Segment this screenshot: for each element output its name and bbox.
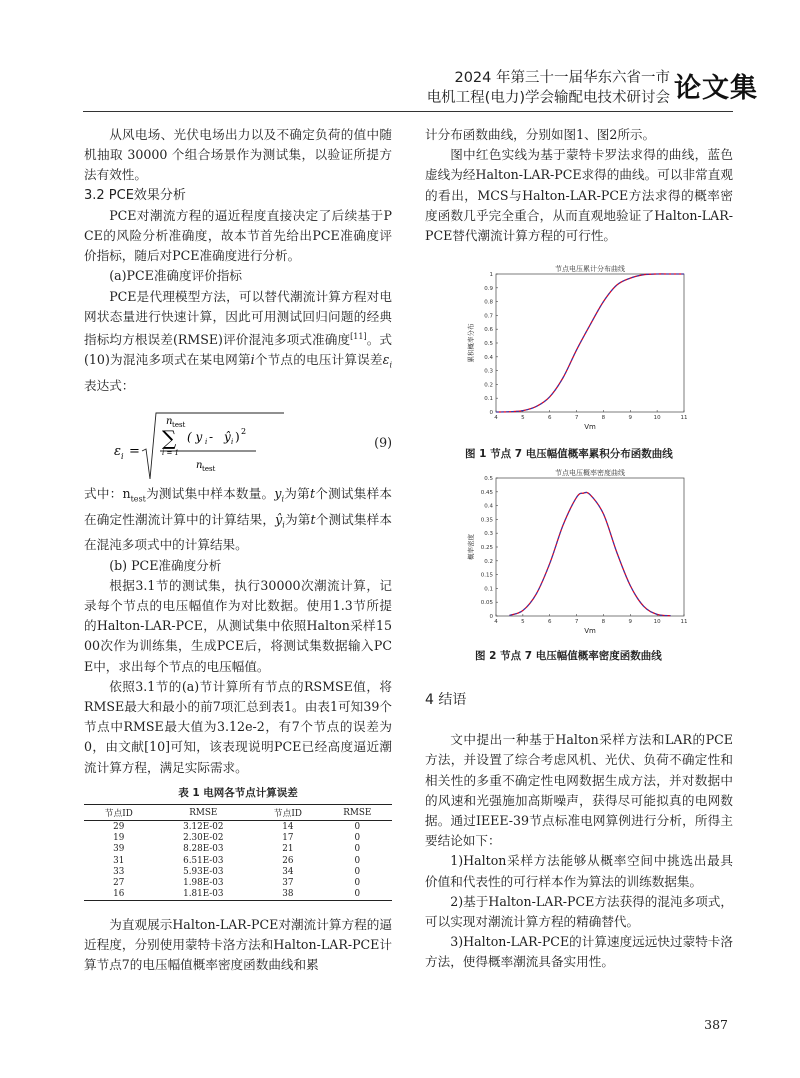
eq-denominator-sub: test — [202, 465, 216, 473]
paragraph: 图中红色实线为基于蒙特卡罗法求得的曲线，蓝色虚线为经Halton-LAR-PCE求得的曲线。可以非常直观的看出，MCS与Halton-LAR-PCE方法求得的概率密度函数几乎完全重合，从而直观地验证了Halton-LAR-PCE替代潮流计算方程的可行性。 — [425, 147, 733, 244]
x-tick-label: 6 — [547, 415, 552, 421]
eq-sum-upper-sub: test — [172, 421, 186, 429]
equation-svg — [84, 407, 324, 482]
table-cell: 0 — [354, 821, 361, 832]
eq-sum-lower: i = 1 — [162, 449, 180, 457]
y-tick-label: 0.3 — [484, 531, 493, 538]
x-tick-label: 4 — [494, 415, 498, 421]
y-tick-label: 0.35 — [480, 517, 493, 524]
header-conference-line2: 电机工程(电力)学会输配电技术研讨会 — [426, 90, 670, 106]
table-cell: 14 — [282, 821, 294, 832]
table-cell: 0 — [354, 866, 361, 877]
y-tick-label: 0.2 — [484, 382, 493, 389]
header-proceedings-title: 论文集 — [674, 73, 758, 104]
eq-square: 2 — [241, 427, 247, 436]
x-axis-label: Vm — [584, 627, 596, 635]
figure-1-caption: 图 1 节点 7 电压幅值概率累积分布函数曲线 — [465, 448, 673, 460]
table-cell: 1.81E-03 — [153, 889, 253, 901]
table-cell: 0 — [323, 889, 392, 901]
table-header-cell: RMSE — [323, 805, 392, 821]
x-tick-label: 10 — [653, 415, 661, 421]
table-cell: 38 — [253, 889, 322, 901]
table-cell: 0 — [354, 844, 361, 855]
y-tick-label: 0.1 — [484, 586, 493, 593]
y-tick-label: 0.4 — [484, 503, 493, 510]
figure-2-caption: 图 2 节点 7 电压幅值概率密度函数曲线 — [475, 650, 662, 662]
left-column — [84, 125, 392, 396]
paragraph-rmse: PCE是代理模型方法，可以替代潮流计算方程对电网状态量进行快速计算，因此可用测试回归问题的经典指标均方根误差(RMSE)评价混沌多项式准确度[11]。式(10)为混沌多项式在某电网第i个节点的电压计算误差$\varepsilon_i$表达式： — [84, 288, 393, 394]
paragraph: 计分布函数曲线，分别如图1、图2所示。 — [425, 127, 656, 142]
eq-yi-sub: i — [205, 438, 208, 446]
table-cell: 33 — [113, 866, 125, 877]
y-tick-label: 1 — [489, 272, 493, 278]
paragraph: 依照3.1节的(a)节计算所有节点的RSMSE值，将RMSE最大和最小的前7项汇总到表1。由表1可知39个节点中RMSE最大值为3.12e-2，有7个节点的误差为0，由文献[10]可知，该表现说明PCE已经高度逼近潮流计算方程，满足实际需求。 — [84, 678, 392, 775]
table-cell: 3.12E-02 — [183, 821, 224, 832]
right-column — [425, 125, 733, 246]
y-tick-label: 0.25 — [480, 545, 493, 551]
eq-lhs-sub: i — [121, 452, 124, 461]
paragraph: PCE对潮流方程的逼近程度直接决定了后续基于PCE的风险分析准确度，故本节首先给出PCE准确度评价指标，随后对PCE准确度进行分析。 — [84, 207, 392, 264]
y-tick-label: 0.9 — [484, 285, 493, 292]
y-tick-label: 0.6 — [484, 327, 493, 334]
table-cell: 0 — [354, 855, 361, 866]
conclusion-item: 2)基于Halton-LAR-PCE方法获得的混沌多项式，可以实现对潮流计算方程的精确替代。 — [425, 893, 733, 930]
table-cell: 19 — [113, 832, 125, 843]
table-cell: 37 — [282, 878, 294, 889]
y-tick-label: 0 — [489, 614, 493, 620]
subsection-heading-b: (b) PCE准确度分析 — [109, 557, 222, 573]
paragraph: 从风电场、光伏电场出力以及不确定负荷的值中随机抽取 30000 个组合场景作为测试集，以验证所提方法有效性。 — [84, 127, 392, 183]
paragraph: 为直观展示Halton-LAR-PCE对潮流计算方程的逼近程度，分别使用蒙特卡洛方法和Halton-LAR-PCE计算节点7的电压幅值概率密度函数曲线和累 — [84, 917, 392, 973]
eq-sum-sign: ∑ — [162, 426, 177, 450]
table-cell: 16 — [84, 889, 153, 901]
eq-denominator: n — [196, 460, 203, 471]
table-row — [84, 821, 392, 833]
eq-minus: - — [209, 430, 214, 444]
y-tick-label: 0.3 — [484, 368, 493, 375]
table-cell: 17 — [282, 832, 294, 843]
table-cell: 6.51E-03 — [183, 855, 224, 866]
right-column-conclusion — [425, 690, 733, 973]
paragraph: 文中提出一种基于Halton采样方法和LAR的PCE方法，并设置了综合考虑风机、光伏、负荷不确定性和相关性的多重不确定性电网数据生成方法，并对数据中的风速和光强施加高斯噪声，获得尽可能拟真的电网数据。通过IEEE-39节点标准电网算例进行分析，所得主要结论如下： — [425, 732, 733, 849]
y-tick-label: 0.2 — [484, 558, 493, 565]
x-tick-label: 9 — [628, 619, 633, 625]
y-tick-label: 0 — [489, 410, 493, 416]
left-column-lower — [84, 484, 392, 778]
table-cell: 1.98E-03 — [183, 878, 224, 889]
x-tick-label: 5 — [521, 619, 525, 625]
x-tick-label: 6 — [547, 619, 552, 625]
conclusion-item: 1)Halton采样方法能够从概率空间中挑选出最具价值和代表性的可行样本作为算法的训练数据集。 — [425, 853, 733, 889]
x-tick-label: 7 — [574, 619, 579, 625]
y-axis-label: 概率密度 — [467, 534, 475, 560]
eq-sum-upper: n — [166, 416, 173, 427]
x-axis-label: Vm — [584, 423, 596, 431]
section-heading-4: 4 结语 — [425, 692, 467, 708]
table-cell: 0 — [354, 878, 361, 889]
table-cell: 31 — [113, 855, 125, 866]
x-tick-label: 7 — [574, 415, 579, 421]
table-cell: 39 — [113, 844, 125, 855]
header-rule — [83, 111, 733, 112]
table-row — [84, 832, 392, 843]
table-row — [84, 855, 392, 866]
y-tick-label: 0.5 — [484, 476, 493, 482]
table-cell: 21 — [282, 844, 294, 855]
table-cell: 2.30E-02 — [183, 832, 224, 843]
table-caption: 表 1 电网各节点计算误差 — [178, 787, 298, 799]
table-cell: 29 — [113, 821, 125, 832]
table-cell: 8.28E-03 — [183, 844, 224, 855]
eq-yhat: ŷ — [224, 430, 231, 444]
x-tick-label: 8 — [601, 619, 606, 625]
table-row — [84, 877, 392, 888]
table-row — [84, 866, 392, 877]
eq-close: ) — [235, 430, 240, 444]
table-row — [84, 889, 392, 901]
table-header-row — [84, 805, 392, 821]
eq-yi: ( y — [187, 430, 203, 444]
conclusion-item: 3)Halton-LAR-PCE的计算速度远远快过蒙特卡洛方法，使得概率潮流具备实用性。 — [425, 934, 733, 970]
y-tick-label: 0.5 — [484, 341, 493, 347]
subsection-heading-a: (a)PCE准确度评价指标 — [109, 268, 242, 284]
table-cell: 26 — [282, 855, 294, 866]
section-heading-3-2: 3.2 PCE效果分析 — [84, 187, 186, 203]
chart-title: 节点电压概率密度曲线 — [555, 469, 625, 477]
header-conference-line1: 2024 年第三十一届华东六省一市 — [454, 70, 670, 86]
x-tick-label: 11 — [680, 619, 688, 625]
chart-title: 节点电压累计分布曲线 — [555, 265, 625, 273]
x-tick-label: 8 — [601, 415, 606, 421]
left-column-bottom — [84, 915, 392, 976]
paragraph: 根据3.1节的测试集，执行30000次潮流计算，记录每个节点的电压幅值作为对比数据。使用1.3节所提的Halton-LAR-PCE，从测试集中依照Halton采样1500次作为训练集，生成PCE后，将测试集数据输入PCE中，求出每个节点的电压幅值。 — [84, 577, 392, 674]
equation-9 — [84, 407, 392, 482]
table-cell: 0 — [354, 832, 361, 843]
page-number: 387 — [704, 1017, 728, 1032]
x-tick-label: 9 — [628, 415, 633, 421]
y-tick-label: 0.7 — [484, 313, 493, 320]
x-tick-label: 11 — [680, 415, 688, 421]
figure-1-cdf-chart — [462, 262, 692, 434]
eq-lhs: ε — [114, 444, 121, 459]
table-cell: 34 — [282, 866, 294, 877]
x-tick-label: 10 — [653, 619, 661, 625]
y-tick-label: 0.4 — [484, 354, 493, 361]
y-tick-label: 0.45 — [480, 489, 493, 496]
x-tick-label: 4 — [494, 619, 498, 625]
y-tick-label: 0.15 — [480, 572, 493, 579]
eq-yhat-sub: i — [231, 438, 234, 446]
x-tick-label: 5 — [521, 415, 525, 421]
figure-2-pdf-chart — [462, 466, 692, 638]
citation: [11] — [350, 332, 367, 342]
rmse-table — [84, 804, 392, 901]
table-cell: 27 — [113, 878, 125, 889]
y-axis-label: 累积概率分布 — [467, 323, 475, 363]
table-header-cell: 节点ID — [84, 805, 153, 821]
paragraph-where: 式中：$n_{test}$为测试集中样本数量。$y_i$为第t个测试集样本在确定性潮流计算中的计算结果，$ŷ_i$为第t个测试集样本在混沌多项式中的计算结果。 — [84, 486, 393, 553]
y-tick-label: 0.05 — [480, 600, 493, 607]
table-header-cell: RMSE — [153, 805, 253, 821]
eq-equals: = — [129, 444, 140, 459]
table-row — [84, 844, 392, 855]
y-tick-label: 0.1 — [484, 396, 493, 403]
equation-number: (9) — [374, 435, 392, 450]
y-tick-label: 0.8 — [484, 299, 493, 306]
table-cell: 5.93E-03 — [183, 866, 224, 877]
table-header-cell: 节点ID — [253, 805, 322, 821]
